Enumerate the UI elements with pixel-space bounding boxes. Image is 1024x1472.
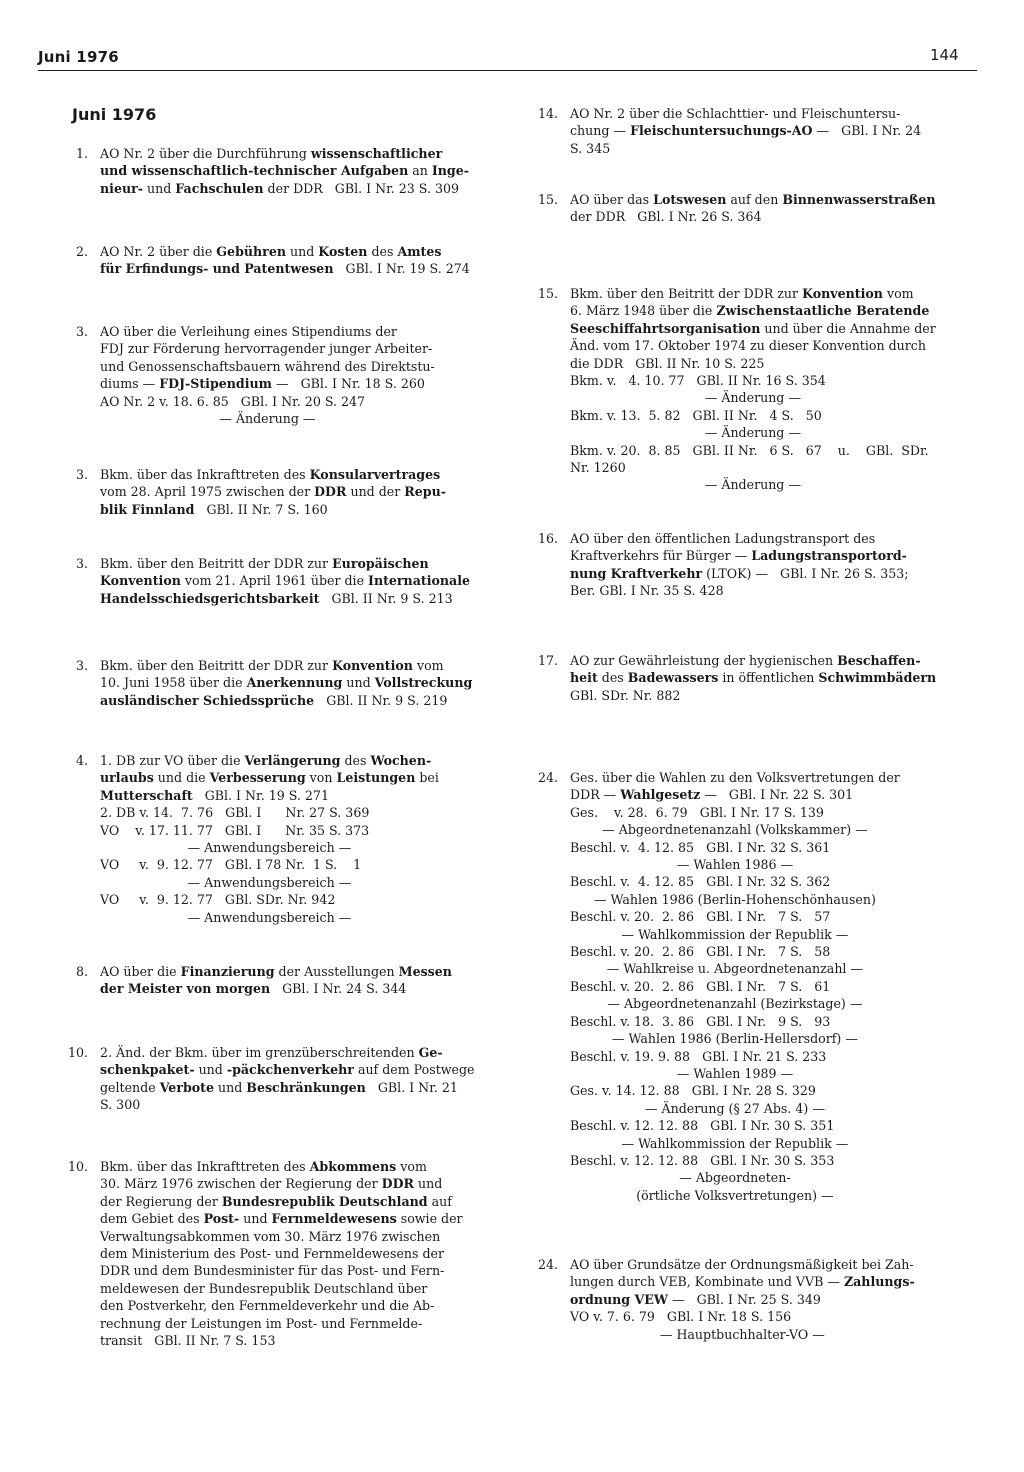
entry-line: ausländischer Schiedssprüche GBl. II Nr. 9 S. 219	[100, 692, 448, 708]
entry-number: 1.	[75, 146, 88, 161]
entry-line: — Wahlen 1986 (Berlin-Hellersdorf) —	[611, 1031, 858, 1047]
entry-line: — Wahlkommission der Republik —	[621, 926, 849, 942]
entry-line: VO v. 17. 11. 77 GBl. I Nr. 35 S. 373	[100, 822, 370, 838]
entry-line: AO über die Finanzierung der Ausstellungen Messen	[100, 964, 452, 979]
entry-line: FDJ zur Förderung hervorragender junger Arbeiter-	[100, 341, 433, 357]
entry-number: 3.	[75, 556, 88, 571]
entry-text	[100, 243, 470, 278]
entry-line: lungen durch VEB, Kombinate und VVB — Zahlungs-	[570, 1274, 915, 1290]
entry-text	[570, 1256, 915, 1343]
entry-line: den Postverkehr, den Fernmeldeverkehr und die Ab-	[100, 1298, 435, 1314]
entry-right-3	[528, 285, 936, 494]
page-number: 144	[930, 46, 959, 64]
entry-text	[100, 323, 435, 427]
entry-text	[570, 105, 921, 157]
entry-line: die DDR GBl. II Nr. 10 S. 225	[570, 355, 765, 371]
entry-line: AO über Grundsätze der Ordnungsmäßigkeit bei Zah-	[570, 1257, 914, 1272]
entry-line: — Abgeordnetenanzahl (Bezirkstage) —	[607, 996, 863, 1012]
entry-line: — Wahlkommission der Republik —	[621, 1135, 849, 1151]
entry-line: schenkpaket- und -päckchenverkehr auf dem Postwege	[100, 1062, 475, 1078]
entry-number: 24.	[537, 770, 558, 785]
entry-number: 16.	[537, 531, 558, 546]
entry-right-5	[528, 652, 936, 704]
entry-line: AO Nr. 2 über die Durchführung wissenschaftlicher	[100, 146, 443, 161]
entry-line: Bkm. v. 20. 8. 85 GBl. II Nr. 6 S. 67 u. GBl. SDr.	[570, 442, 929, 458]
entry-left-4	[58, 466, 446, 518]
entry-text	[100, 466, 446, 518]
entry-right-1	[528, 105, 921, 157]
entry-number: 15.	[537, 286, 558, 301]
entry-line: Beschl. v. 12. 12. 88 GBl. I Nr. 30 S. 351	[570, 1118, 835, 1134]
entry-line: AO Nr. 2 v. 18. 6. 85 GBl. I Nr. 20 S. 247	[100, 393, 366, 409]
entry-line: und Genossenschaftsbauern während des Direktstu-	[100, 358, 435, 374]
entry-line: — Änderung —	[704, 425, 801, 441]
entry-text	[570, 285, 936, 494]
entry-line: DDR und dem Bundesminister für das Post- und Fern-	[100, 1263, 445, 1279]
entry-number: 10.	[67, 1159, 88, 1174]
entry-line: Bkm. v. 13. 5. 82 GBl. II Nr. 4 S. 50	[570, 407, 822, 423]
entry-left-3	[58, 323, 435, 427]
entry-line: der DDR GBl. I Nr. 26 S. 364	[570, 209, 762, 225]
entry-number: 8.	[75, 964, 88, 979]
entry-line: 2. DB v. 14. 7. 76 GBl. I Nr. 27 S. 369	[100, 805, 370, 821]
entry-line: Seeschiffahrtsorganisation und über die Annahme der	[570, 320, 936, 336]
entry-line: AO Nr. 2 über die Schlachttier- und Fleischuntersu-	[570, 106, 901, 121]
entry-line: AO über die Verleihung eines Stipendiums der	[100, 324, 397, 339]
entry-line: der Regierung der Bundesrepublik Deutschland auf	[100, 1193, 452, 1209]
entry-right-4	[528, 530, 909, 600]
entry-left-8	[58, 963, 452, 998]
entry-line: VO v. 9. 12. 77 GBl. I 78 Nr. 1 S. 1	[100, 857, 362, 873]
entry-line: — Hauptbuchhalter-VO —	[659, 1326, 825, 1342]
entry-line: Ges. v. 28. 6. 79 GBl. I Nr. 17 S. 139	[570, 804, 824, 820]
entry-line: AO über den öffentlichen Ladungstransport des	[570, 531, 876, 546]
entry-line: Bkm. über den Beitritt der DDR zur Konvention vom	[570, 286, 914, 301]
entry-line: geltende Verbote und Beschränkungen GBl. I Nr. 21	[100, 1079, 458, 1095]
entry-number: 14.	[537, 106, 558, 121]
entry-line: Bkm. über den Beitritt der DDR zur Europäischen	[100, 556, 429, 571]
entry-line: AO über das Lotswesen auf den Binnenwasserstraßen	[570, 192, 936, 207]
entry-right-2	[528, 191, 936, 226]
entry-line: 6. März 1948 über die Zwischenstaatliche Beratende	[570, 303, 930, 319]
entry-line: urlaubs und die Verbesserung von Leistungen bei	[100, 770, 439, 786]
entry-line: dem Gebiet des Post- und Fernmeldewesens sowie der	[100, 1211, 463, 1227]
entry-left-10	[58, 1158, 463, 1349]
entry-line: Beschl. v. 20. 2. 86 GBl. I Nr. 7 S. 58	[570, 944, 831, 960]
entry-line: Ges. über die Wahlen zu den Volksvertretungen der	[570, 770, 900, 785]
entry-line: 2. Änd. der Bkm. über im grenzüberschreitenden Ge-	[100, 1045, 443, 1060]
entry-line: Nr. 1260	[570, 460, 626, 476]
entry-line: Beschl. v. 19. 9. 88 GBl. I Nr. 21 S. 233	[570, 1048, 827, 1064]
entry-line: Mutterschaft GBl. I Nr. 19 S. 271	[100, 787, 329, 803]
entry-text	[570, 652, 936, 704]
entry-line: 30. März 1976 zwischen der Regierung der DDR und	[100, 1176, 443, 1192]
entry-line: der Meister von morgen GBl. I Nr. 24 S. 344	[100, 981, 407, 997]
entry-text	[100, 1044, 475, 1114]
entry-line: — Änderung (§ 27 Abs. 4) —	[644, 1100, 825, 1116]
entry-left-2	[58, 243, 470, 278]
entry-line: Beschl. v. 4. 12. 85 GBl. I Nr. 32 S. 362	[570, 874, 831, 890]
entry-line: rechnung der Leistungen im Post- und Fernmelde-	[100, 1315, 423, 1331]
entry-text	[100, 145, 469, 197]
entry-line: — Wahlkreise u. Abgeordnetenanzahl —	[606, 961, 864, 977]
entry-line: Bkm. v. 4. 10. 77 GBl. II Nr. 16 S. 354	[570, 373, 826, 389]
entry-text	[100, 1158, 463, 1349]
entry-line: AO Nr. 2 über die Gebühren und Kosten des Amtes	[100, 244, 442, 259]
entry-number: 2.	[75, 244, 88, 259]
entry-line: — Änderung —	[704, 390, 801, 406]
entry-line: und wissenschaftlich-technischer Aufgaben an Inge-	[100, 163, 469, 179]
entry-line: Handelsschiedsgerichtsbarkeit GBl. II Nr. 9 S. 213	[100, 590, 453, 606]
entry-line: — Wahlen 1986 —	[676, 857, 794, 873]
entry-text	[100, 657, 472, 709]
entry-line: VO v. 7. 6. 79 GBl. I Nr. 18 S. 156	[570, 1309, 792, 1325]
entry-line: Kraftverkehrs für Bürger — Ladungstransportord-	[570, 548, 907, 564]
entry-line: Beschl. v. 20. 2. 86 GBl. I Nr. 7 S. 61	[570, 978, 831, 994]
entry-line: S. 300	[100, 1097, 141, 1113]
entry-line: Ber. GBl. I Nr. 35 S. 428	[570, 583, 724, 599]
entry-line: für Erfindungs- und Patentwesen GBl. I Nr. 19 S. 274	[100, 261, 470, 277]
entry-text	[100, 963, 452, 998]
entry-line: — Änderung —	[704, 477, 801, 493]
entry-line: Bkm. über den Beitritt der DDR zur Konvention vom	[100, 658, 444, 673]
entry-text	[570, 191, 936, 226]
entry-line: Beschl. v. 18. 3. 86 GBl. I Nr. 9 S. 93	[570, 1013, 831, 1029]
entry-line: transit GBl. II Nr. 7 S. 153	[100, 1333, 276, 1349]
entry-line: nieur- und Fachschulen der DDR GBl. I Nr. 23 S. 309	[100, 180, 460, 196]
entry-line: — Anwendungsbereich —	[187, 840, 352, 856]
entry-line: Beschl. v. 4. 12. 85 GBl. I Nr. 32 S. 361	[570, 839, 831, 855]
entry-line: vom 28. April 1975 zwischen der DDR und der Repu-	[100, 484, 446, 500]
entry-right-6	[528, 769, 900, 1204]
entry-line: chung — Fleischuntersuchungs-AO — GBl. I Nr. 24	[570, 123, 922, 139]
entry-line: Beschl. v. 12. 12. 88 GBl. I Nr. 30 S. 353	[570, 1152, 835, 1168]
entry-line: AO zur Gewährleistung der hygienischen Beschaffen-	[570, 653, 921, 668]
entry-number: 4.	[75, 753, 88, 768]
entry-left-7	[58, 752, 439, 926]
entry-line: Bkm. über das Inkrafttreten des Konsularvertrages	[100, 467, 441, 482]
entry-line: meldewesen der Bundesrepublik Deutschland über	[100, 1280, 428, 1296]
entry-line: (örtliche Volksvertretungen) —	[636, 1187, 834, 1203]
entry-line: — Änderung —	[219, 411, 316, 427]
entry-left-1	[58, 145, 469, 197]
entry-number: 3.	[75, 324, 88, 339]
entry-line: — Anwendungsbereich —	[187, 909, 352, 925]
entry-line: Ges. v. 14. 12. 88 GBl. I Nr. 28 S. 329	[570, 1083, 816, 1099]
entry-line: 10. Juni 1958 über die Anerkennung und Vollstreckung	[100, 675, 473, 691]
entry-line: blik Finnland GBl. II Nr. 7 S. 160	[100, 501, 328, 517]
entry-text	[100, 555, 470, 607]
entry-left-6	[58, 657, 472, 709]
entry-line: dem Ministerium des Post- und Fernmeldewesens der	[100, 1246, 445, 1262]
entry-line: heit des Badewassers in öffentlichen Schwimmbädern	[570, 670, 937, 686]
entry-number: 3.	[75, 658, 88, 673]
entry-line: — Wahlen 1986 (Berlin-Hohenschönhausen)	[593, 891, 876, 907]
entry-text	[100, 752, 439, 926]
entry-line: — Anwendungsbereich —	[187, 874, 352, 890]
entry-line: Verwaltungsabkommen vom 30. März 1976 zwischen	[100, 1228, 441, 1244]
entry-number: 17.	[537, 653, 558, 668]
entry-line: VO v. 9. 12. 77 GBl. SDr. Nr. 942	[100, 892, 336, 908]
entry-text	[570, 530, 909, 600]
entry-number: 3.	[75, 467, 88, 482]
entry-number: 10.	[67, 1045, 88, 1060]
entry-line: diums — FDJ-Stipendium — GBl. I Nr. 18 S. 260	[100, 376, 425, 392]
header-rule	[38, 70, 977, 71]
entry-left-5	[58, 555, 470, 607]
entry-number: 24.	[537, 1257, 558, 1272]
entry-right-7	[528, 1256, 915, 1343]
entry-line: — Abgeordneten-	[679, 1170, 791, 1186]
entry-text	[570, 769, 900, 1204]
entry-line: Konvention vom 21. April 1961 über die Internationale	[100, 573, 470, 589]
entry-left-9	[58, 1044, 475, 1114]
entry-line: 1. DB zur VO über die Verlängerung des Wochen-	[100, 753, 432, 768]
entry-line: — Abgeordnetenanzahl (Volkskammer) —	[602, 822, 868, 838]
entry-line: Bkm. über das Inkrafttreten des Abkommens vom	[100, 1159, 427, 1174]
entry-line: — Wahlen 1989 —	[676, 1065, 794, 1081]
entry-line: Beschl. v. 20. 2. 86 GBl. I Nr. 7 S. 57	[570, 909, 831, 925]
running-header-date: Juni 1976	[38, 48, 119, 66]
entry-line: ordnung VEW — GBl. I Nr. 25 S. 349	[570, 1291, 821, 1307]
entry-line: S. 345	[570, 140, 611, 156]
entry-line: nung Kraftverkehr (LTOK) — GBl. I Nr. 26 S. 353;	[570, 565, 909, 581]
entry-number: 15.	[537, 192, 558, 207]
section-title: Juni 1976	[72, 105, 157, 124]
entry-line: Änd. vom 17. Oktober 1974 zu dieser Konvention durch	[570, 338, 926, 354]
entry-line: DDR — Wahlgesetz — GBl. I Nr. 22 S. 301	[570, 787, 854, 803]
entry-line: GBl. SDr. Nr. 882	[570, 687, 681, 703]
